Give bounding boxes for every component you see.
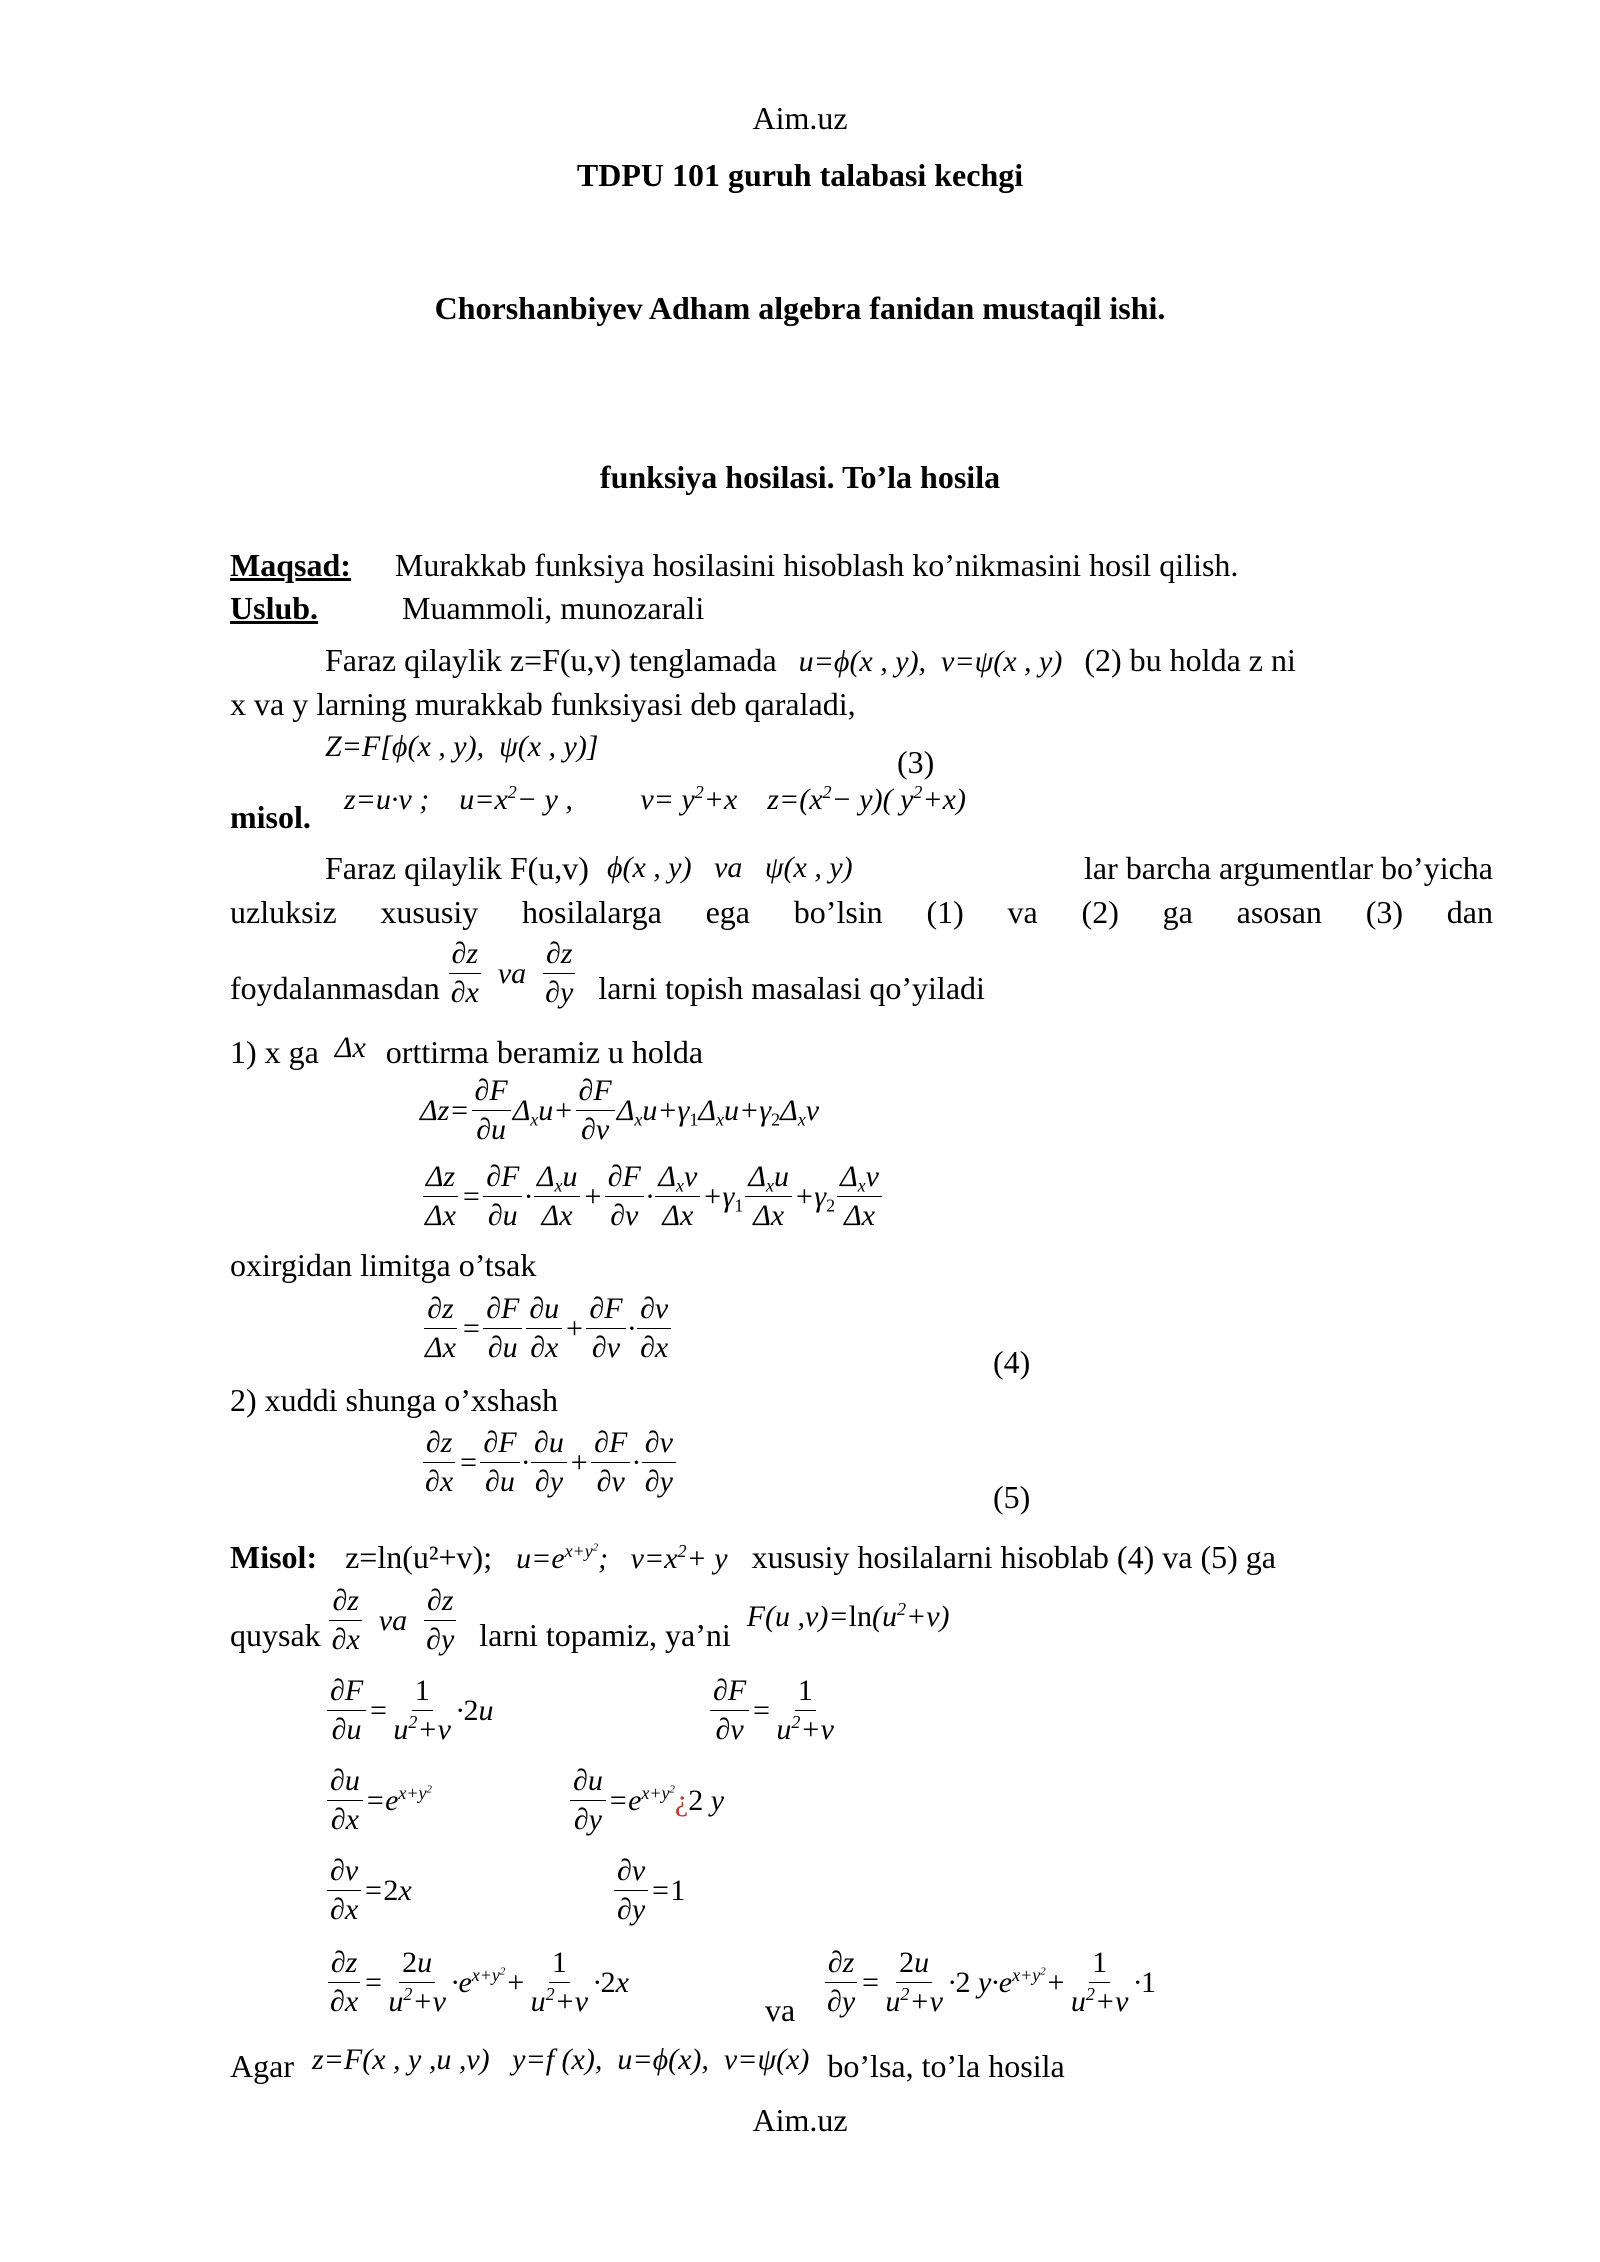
site-footer: Aim.uz [752, 2102, 848, 2138]
para1-tail: (2) bu holda z ni [1084, 642, 1296, 678]
step2-text: 2) xuddi shunga o’xshash [230, 1382, 558, 1418]
formula-delta-z: Δz= $\frac{\partial F}{\partial u}$ $\Delta_xu+$ $\frac{\partial F}{\partial v}$ $\Delta_xu+\gamma_1\Delta_xu+\gamma_2\Delta_xv$ [420, 1074, 820, 1146]
formula-phi-psi: ϕ(x , y) va ψ(x , y) [606, 851, 853, 884]
title-line-2: Chorshanbiyev Adham algebra fanidan mustaqil ishi. [434, 290, 1166, 326]
section-title: funksiya hosilasi. To’la hosila [599, 459, 1001, 495]
formula-misol2: $u=e^{x+y^2}$; $v=x^2+ y$ [516, 1541, 728, 1575]
site-header: Aim.uz [752, 100, 848, 136]
limit-text: oxirgidan limitga o’tsak [230, 1247, 537, 1283]
formula-dF-du: $\frac{\partial F}{\partial u}$ = $\frac{1}{u^2+v}$ ·2u [325, 1672, 493, 1749]
para2-line3-b: larni topish masalasi qo’yiladi [598, 970, 985, 1006]
formula-delta-x: Δx [334, 1031, 366, 1064]
formula-u-v-def: u=ϕ(x , y), v=ψ(x , y) [798, 645, 1063, 678]
formula-dz-dx-dz-dy: $\frac{\partial z}{\partial x}$ va $\frac{\partial z}{\partial y}$ [446, 935, 579, 1012]
va-connector: va [765, 1992, 796, 2028]
para2-line2: uzluksiz xususiy hosilalarga ega bo’lsin (1) va (2) ga asosan (3) dan [230, 894, 1493, 930]
formula-F-ln: F(u $,v)=\ln(u^2+v)$ [746, 1599, 950, 1633]
formula-du-dy: $\frac{\partial u}{\partial y}$ $=e^{x+y^2}¿2$ y [568, 1762, 724, 1839]
para2-line3-a: foydalanmasdan [230, 970, 440, 1006]
formula-dz-dx-result: $\frac{\partial z}{\partial x}$ = $\frac{2u}{u^2+v}$ $\cdot e^{x+y^2}+$ $\frac{1}{u^2+v}$ ·2x [325, 1944, 629, 2021]
maqsad-line [230, 545, 1238, 585]
para2-line2-wrap [230, 892, 1493, 932]
step1-a: 1) x ga [230, 1034, 319, 1070]
agar-b: bo’lsa, to’la hosila [827, 2048, 1065, 2084]
para1-line2: x va y larning murakkab funksiyasi deb qaraladi, [230, 686, 856, 722]
formula-dz-dy-result: $\frac{\partial z}{\partial y}$ = $\frac{2u}{u^2+v}$ ·2 $y\cdot e^{x+y^2}+$ $\frac{1}{u^2+v}$ ·1 [822, 1944, 1156, 2021]
eq4-number: (4) [993, 1344, 1031, 1380]
formula-dv-dx: $\frac{\partial v}{\partial x}$ =2x [325, 1852, 412, 1929]
formula-dz-dx-dz-dy-2: $\frac{\partial z}{\partial x}$ va $\frac{\partial z}{\partial y}$ [327, 1582, 460, 1659]
para1-line1 [325, 640, 1296, 682]
agar-line [230, 2043, 1065, 2088]
eq5-number: (5) [993, 1479, 1031, 1515]
formula-dF-dv: $\frac{\partial F}{\partial v}$ = $\frac{1}{u^2+v}$ [708, 1672, 839, 1749]
para2-b: lar barcha argumentlar bo’yicha [1084, 850, 1493, 886]
formula-agar: z=F(x , y ,u ,v) y=f (x), u=ϕ(x), v=ψ(x) [311, 2043, 810, 2076]
formula-dv-dy: $\frac{\partial v}{\partial y}$ =1 [612, 1852, 685, 1929]
step1-line [230, 1032, 703, 1074]
eq3-number: (3) [897, 744, 935, 780]
misol2-text: z=ln(u²+v); [345, 1539, 493, 1575]
maqsad-text: Murakkab funksiya hosilasini hisoblash ko’nikmasini hosil qilish. [394, 547, 1239, 583]
uslub-text: Muammoli, munozarali [402, 590, 705, 626]
para2-line3 [230, 935, 985, 1012]
para2-a: Faraz qilaylik F(u,v) [325, 850, 589, 886]
misol2-tail: xususiy hosilalarni hisoblab (4) va (5) ga [751, 1539, 1276, 1575]
uslub-label: Uslub. [230, 590, 319, 626]
maqsad-label: Maqsad: [230, 547, 351, 583]
formula-eq5: $\frac{\partial z}{\partial x}$ = $\frac{\partial F}{\partial u}$ · $\frac{\partial u}{\partial y}$ + $\frac{\partial F}{\partial v}$ · $\frac{\partial v}{\partial y}$ [420, 1424, 678, 1501]
formula-eq4: $\frac{\partial z}{\Delta x}$ = $\frac{\partial F}{\partial u}$ $\frac{\partial u}{\partial x}$ + $\frac{\partial F}{\partial v}$ · $\frac{\partial v}{\partial x}$ [420, 1290, 673, 1367]
para1-lead: Faraz qilaylik z=F(u,v) tenglamada [325, 642, 777, 678]
misol2-label: Misol: [230, 1539, 318, 1575]
uslub-line [230, 588, 704, 628]
formula-misol: z=u·v ; $u=x^2- y$ , $v= y^2+x$ $z=(x^2- y)$( $y^2+x$) [344, 782, 966, 816]
misol-label: misol. [230, 799, 311, 835]
para2-line1 [325, 848, 1493, 888]
formula-du-dx: $\frac{\partial u}{\partial x}$ $=e^{x+y^2}$ [325, 1762, 432, 1839]
formula-eq3: Z=F[ϕ(x , y), ψ(x , y)] [325, 730, 599, 763]
misol2-line2-b: larni topamiz, ya’ni [479, 1617, 731, 1653]
misol2-line2 [230, 1582, 950, 1659]
agar-a: Agar [230, 2048, 294, 2084]
misol2-line2-a: quysak [230, 1617, 321, 1653]
step1-b: orttirma beramiz u holda [385, 1034, 704, 1070]
formula-delta-z-over-delta-x: $\frac{\Delta z}{\Delta x}$ = $\frac{\partial F}{\partial u}$ · $\frac{\Delta_xu}{\Delta x}$ + $\frac{\partial F}{\partial v}$ · $\frac{\Delta_xv}{\Delta x}$ $+\gamma_1$ $\frac{\Delta_xu}{\Delta x}$ $+\gamma_2$ $\frac{\Delta_xv}{\Delta x}$ [420, 1158, 884, 1235]
title-line-1: TDPU 101 guruh talabasi kechgi [576, 157, 1024, 193]
misol2-line1 [230, 1537, 1276, 1579]
